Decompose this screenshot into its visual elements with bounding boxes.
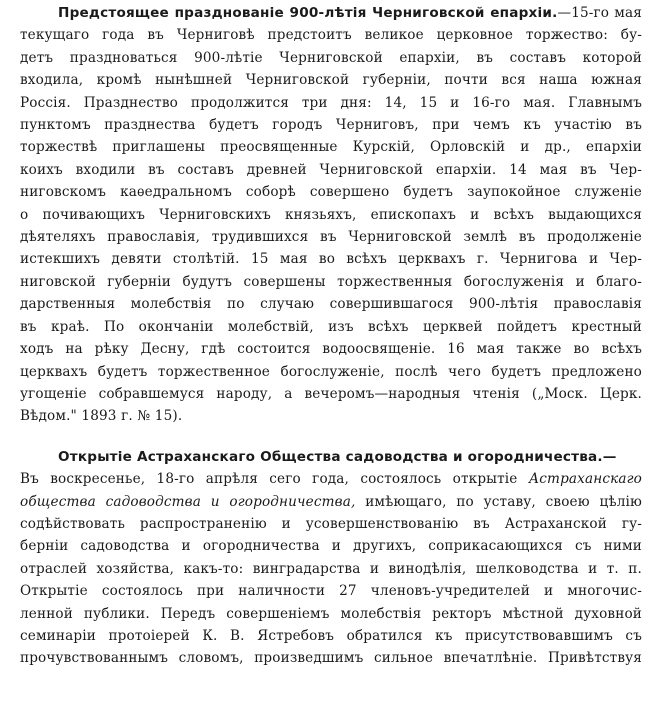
article-line: угощеніе собравшемуся народу, а вечеромъ—народныя чтенія („Моск. Церк. <box>20 385 642 402</box>
article-line: текущаго года въ Черниговѣ предстоитъ великое церковное торжество: бу- <box>20 27 642 44</box>
article-line: истекшихъ девяти столѣтій. 15 мая во всѣхъ церквахъ г. Чернигова и Чер- <box>20 251 642 268</box>
article-line: детъ праздноваться 900-лѣтіе Черниговской епархіи, въ составъ которой <box>20 49 642 66</box>
article-line: о почивающихъ Черниговскихъ князьяхъ, епископахъ и всѣхъ выдающихся <box>20 206 642 223</box>
article-line: дарственныя молебствія по случаю совершившагося 900-лѣтія православія <box>20 296 642 313</box>
article-heading: Предстоящее празднованіе 900-лѣтія Черниговской епархіи. <box>58 5 558 21</box>
article-first-line <box>20 2 642 24</box>
article-line: входила, кромѣ нынѣшней Черниговской губерніи, почти вся наша южная <box>20 72 642 89</box>
article-line <box>20 468 642 490</box>
article-line: прочувствованнымъ словомъ, произведшимъ сильное впечатлѣніе. Привѣтствуя <box>20 650 642 667</box>
article-line: торжествѣ приглашены преосвященные Курскій, Орловскій и др., епархіи <box>20 139 642 156</box>
article-astrakhan-society <box>20 446 642 670</box>
article-line: Открытіе состоялось при наличности 27 членовъ-учредителей и многочис- <box>20 583 642 600</box>
article-first-line <box>20 446 642 468</box>
article-line <box>20 491 642 513</box>
article-line: въ краѣ. По окончаніи молебствій, изъ всѣхъ церквей пойдетъ крестный <box>20 318 642 335</box>
article-line: пунктомъ празднества будетъ городъ Черниговъ, при чемъ къ участію въ <box>20 117 642 134</box>
society-name-italic: Астраханскаго <box>528 471 642 488</box>
article-heading: Открытіе Астраханскаго Общества садоводства и огородничества. <box>58 448 603 465</box>
article-line: содѣйствовать распространенію и усовершенствованію въ Астраханской гу- <box>20 515 642 532</box>
heading-dash: — <box>602 448 617 465</box>
article-text: Въ воскресенье, 18-го апрѣля сего года, состоялось открытіе <box>20 471 529 488</box>
article-line: ленной публики. Передъ совершеніемъ молебствія ректоръ мѣстной духовной <box>20 605 642 622</box>
article-line: дѣятеляхъ православія, трудившихся въ Черниговской землѣ въ продолженіе <box>20 229 642 246</box>
article-line: Вѣдом." 1893 г. № 15). <box>20 408 183 425</box>
article-line: Россія. Празднество продолжится три дня: 14, 15 и 16-го мая. Главнымъ <box>20 94 642 111</box>
society-name-italic: общества садоводства и огородничества, <box>20 493 356 510</box>
article-line: семинаріи протоіерей К. В. Ястребовъ обратился къ присутствовавшимъ съ <box>20 627 642 644</box>
article-line: берніи садоводства и огородничества и другихъ, соприкасающихся съ ними <box>20 538 642 555</box>
article-line: ниговской губерніи будутъ совершены торжественныя богослуженія и благо- <box>20 273 642 290</box>
article-chernigov-eparchy <box>20 2 642 428</box>
article-line: ниговскомъ каѳедральномъ соборѣ совершено будетъ заупокойное служеніе <box>20 184 642 201</box>
article-line: отраслей хозяйства, какъ-то: винградарства и винодѣлія, шелководства и т. п. <box>20 560 642 577</box>
article-line: ходъ на рѣку Десну, гдѣ состоится водоосвященіе. 16 мая также во всѣхъ <box>20 341 642 358</box>
article-line: коихъ входили въ составъ древней Черниговской епархіи. 14 мая въ Чер- <box>20 161 642 178</box>
article-text: имѣющаго, по уставу, своею цѣлію <box>355 493 642 510</box>
article-line: церквахъ будетъ торжественное богослуженіе, послѣ чего будетъ предложено <box>20 363 642 380</box>
article-text: —15-го мая <box>557 5 642 21</box>
